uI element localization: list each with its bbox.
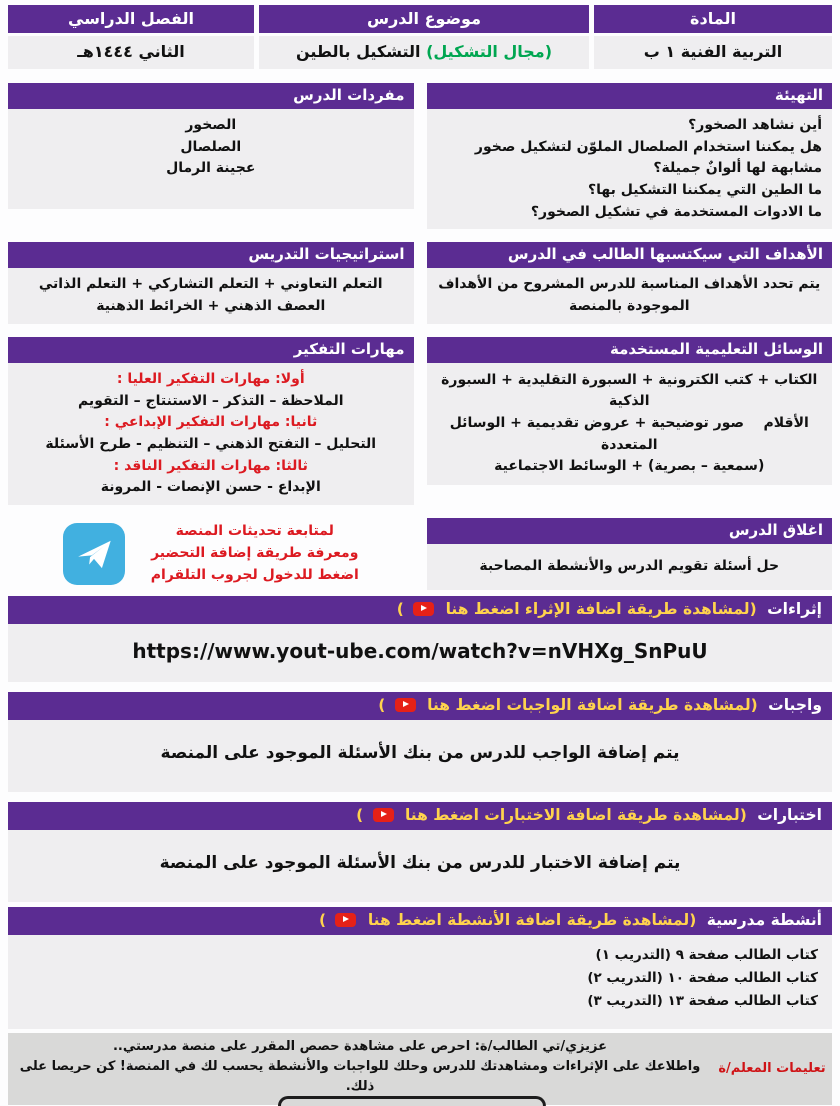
panel-closure — [427, 518, 833, 590]
semester-value: الثاني ١٤٤٤هـ — [8, 36, 254, 69]
objectives-title: الأهداف التي سيكتسبها الطالب في الدرس — [427, 242, 833, 268]
strategies-line: التعلم التعاوني + التعلم التشاركي + التعلم الذاتي — [38, 276, 383, 293]
subject-value: التربية الفنية ١ ب — [594, 36, 832, 69]
panel-vocabulary — [8, 83, 414, 229]
teacher-instructions-line: واطلاعك على الإثراءات ومشاهدتك للدرس وحلك للواجبات والأنشطة يحسب لك في المنصة! كن حريصا على ذلك. — [19, 1058, 701, 1095]
topic-domain: (مجال التشكيل) — [426, 42, 553, 61]
youtube-play-icon[interactable] — [335, 913, 356, 927]
telegram-text-line: ومعرفة طريقة إضافة التحضير — [151, 545, 359, 562]
telegram-text-line: لمتابعة تحديثات المنصة — [175, 523, 334, 540]
thinking-skills-line: ثانيا: مهارات التفكير الإبداعي : — [104, 414, 318, 431]
section-tests — [8, 802, 832, 902]
meta-table — [8, 5, 832, 69]
closure-body — [427, 544, 833, 590]
activity-item: كتاب الطالب صفحة ٩ (التدريب ١) — [595, 946, 818, 963]
thinking-skills-body — [8, 363, 414, 505]
section-enrichments — [8, 596, 832, 682]
vocabulary-item: الصخور — [185, 117, 237, 133]
teacher-instructions-label: تعليمات المعلم/ة — [718, 1061, 826, 1077]
telegram-icon[interactable] — [63, 523, 125, 585]
teaching-tools-line: الأقلام صور توضيحية + عروض تقديمية + الوسائل المتعددة — [449, 414, 809, 453]
warmup-body — [427, 109, 833, 229]
panel-objectives — [427, 242, 833, 323]
youtube-play-icon[interactable] — [413, 602, 434, 616]
teacher-instructions-text — [8, 1033, 712, 1105]
youtube-play-icon[interactable] — [373, 808, 394, 822]
activities-body — [8, 935, 832, 1029]
panel-warmup — [427, 83, 833, 229]
warmup-line: أين نشاهد الصخور؟ — [688, 117, 822, 133]
section-activities — [8, 907, 832, 1029]
enrichments-clickhere[interactable]: (لمشاهدة طريقة اضافة الإثراء اضغط هنا — [445, 599, 757, 618]
thinking-skills-title: مهارات التفكير — [8, 337, 414, 363]
bottom-tab-shape — [278, 1096, 546, 1106]
activities-paren-close: ) — [318, 910, 327, 929]
topic-name: التشكيل بالطين — [295, 42, 421, 61]
telegram-text-line: اضغط للدخول لجروب التلقرام — [150, 566, 359, 583]
warmup-line: ما الادوات المستخدمة في تشكيل الصخور؟ — [530, 203, 822, 220]
thinking-skills-line: أولا: مهارات التفكير العليا : — [116, 370, 305, 387]
tests-header[interactable] — [8, 802, 832, 830]
teaching-tools-line: (سمعية – بصرية) + الوسائط الاجتماعية — [494, 458, 765, 475]
objectives-body — [427, 268, 833, 323]
topic-header: موضوع الدرس — [259, 5, 589, 33]
subject-header: المادة — [594, 5, 832, 33]
panel-thinking-skills — [8, 337, 414, 505]
enrichments-header[interactable] — [8, 596, 832, 624]
telegram-link-text[interactable] — [151, 521, 359, 586]
thinking-skills-line: الملاحظة – التذكر – الاستنتاج – التقويم — [77, 392, 344, 409]
activity-item: كتاب الطالب صفحة ١٠ (التدريب ٢) — [587, 969, 818, 986]
thinking-skills-line: ثالثا: مهارات التفكير الناقد : — [113, 457, 308, 474]
teacher-instructions-line: عزيزي/تي الطالب/ة: احرص على مشاهدة حصص المقرر على منصة مدرستي.. — [112, 1038, 608, 1054]
activities-title: أنشطة مدرسية — [706, 910, 822, 929]
activities-clickhere[interactable]: (لمشاهدة طريقة اضافة الأنشطة اضغط هنا — [367, 910, 697, 929]
homework-paren-close: ) — [378, 695, 386, 714]
panel-strategies — [8, 242, 414, 323]
teacher-instructions-bar — [8, 1033, 832, 1105]
objectives-text: يتم تحدد الأهداف المناسبة للدرس المشروح من الأهداف الموجودة بالمنصة — [438, 276, 821, 315]
telegram-link-block[interactable] — [8, 518, 414, 590]
tests-title: اختبارات — [757, 805, 822, 824]
panel-teaching-tools — [427, 337, 833, 505]
closure-text: حل أسئلة تقويم الدرس والأنشطة المصاحبة — [479, 558, 780, 575]
teaching-tools-title: الوسائل التعليمية المستخدمة — [427, 337, 833, 363]
panels-grid — [8, 83, 832, 590]
vocabulary-item: الصلصال — [180, 138, 242, 155]
homework-title: واجبات — [768, 695, 822, 714]
activities-header[interactable] — [8, 907, 832, 935]
homework-body: يتم إضافة الواجب للدرس من بنك الأسئلة الموجود على المنصة — [8, 720, 832, 792]
youtube-play-icon[interactable] — [395, 698, 416, 712]
thinking-skills-line: الإبداع - حسن الإنصات - المرونة — [100, 479, 321, 496]
teaching-tools-line: الكتاب + كتب الكترونية + السبورة التقليدية + السبورة الذكية — [441, 371, 818, 410]
warmup-line: ما الطين التي يمكننا التشكيل بها؟ — [588, 182, 822, 199]
semester-header: الفصل الدراسي — [8, 5, 254, 33]
enrichments-paren-close: ) — [396, 599, 404, 618]
strategies-title: استراتيجيات التدريس — [8, 242, 414, 268]
teaching-tools-body — [427, 363, 833, 485]
homework-clickhere[interactable]: (لمشاهدة طريقة اضافة الواجبات اضغط هنا — [427, 695, 758, 714]
tests-body: يتم إضافة الاختبار للدرس من بنك الأسئلة الموجود على المنصة — [8, 830, 832, 902]
topic-value — [259, 36, 589, 69]
warmup-title: التهيئة — [427, 83, 833, 109]
vocabulary-item: عجينة الرمال — [166, 160, 256, 177]
homework-header[interactable] — [8, 692, 832, 720]
strategies-body — [8, 268, 414, 323]
vocabulary-title: مفردات الدرس — [8, 83, 414, 109]
activity-item: كتاب الطالب صفحة ١٣ (التدريب ٣) — [587, 992, 818, 1009]
tests-paren-close: ) — [356, 805, 364, 824]
thinking-skills-line: التحليل – التفتح الذهني – التنظيم - طرح الأسئلة — [45, 435, 377, 452]
warmup-line: هل يمكننا استخدام الصلصال الملوّن لتشكيل صخور مشابهة لها ألوانٌ جميلة؟ — [474, 138, 822, 177]
vocabulary-body — [8, 109, 414, 209]
closure-title: اغلاق الدرس — [427, 518, 833, 544]
tests-clickhere[interactable]: (لمشاهدة طريقة اضافة الاختبارات اضغط هنا — [404, 805, 747, 824]
enrichments-title: إثراءات — [767, 599, 822, 618]
strategies-line: العصف الذهني + الخرائط الذهنية — [96, 298, 326, 315]
enrichment-url[interactable]: https://www.yout-ube.com/watch?v=nVHXg_SnPuU — [8, 624, 832, 682]
section-homework — [8, 692, 832, 792]
